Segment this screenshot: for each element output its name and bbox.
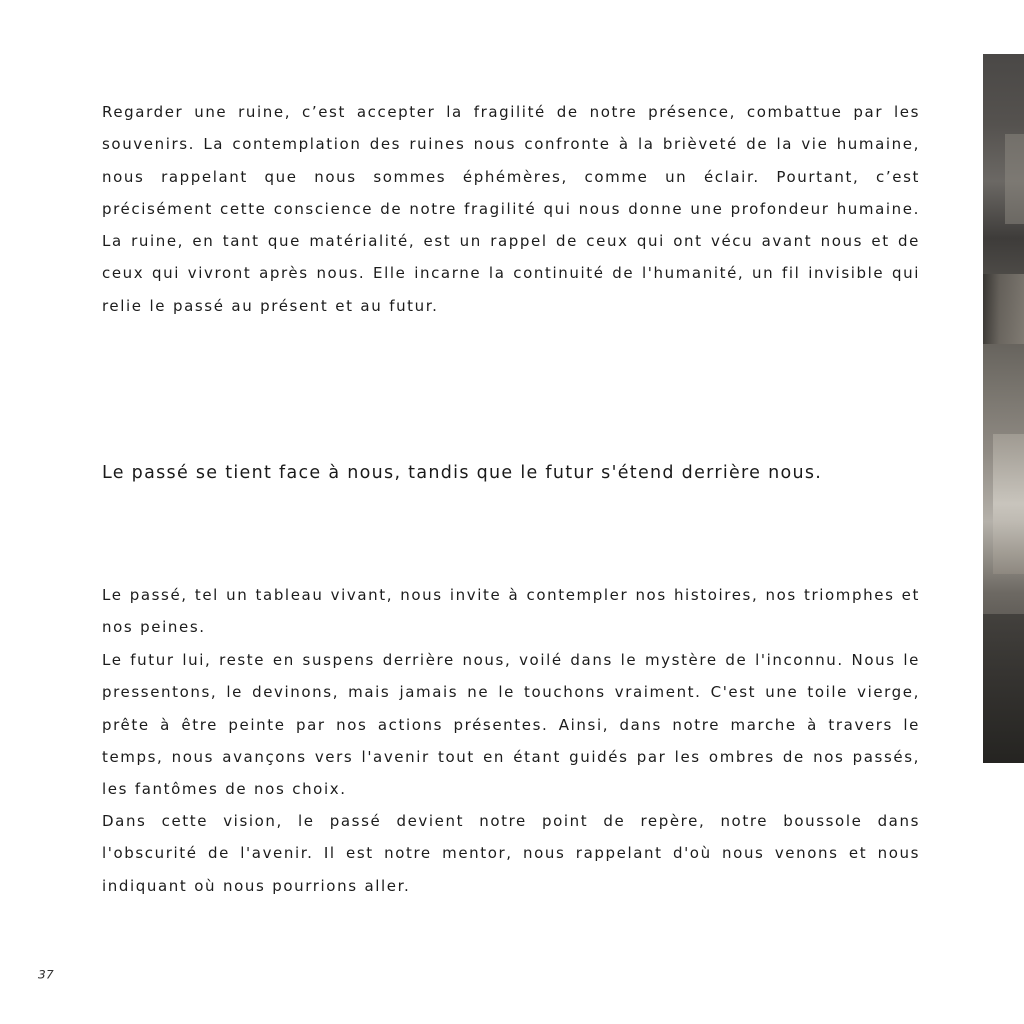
photo-detail — [1005, 134, 1024, 224]
pull-quote: Le passé se tient face à nous, tandis que le futur s'étend derrière nous. — [102, 463, 823, 483]
page-number: 37 — [38, 969, 54, 982]
ruin-photo-edge — [983, 54, 1024, 763]
body-paragraph-past: Le passé, tel un tableau vivant, nous invite à contempler nos histoires, nos triomphes et nos peines. — [102, 586, 920, 637]
body-paragraph-future: Le futur lui, reste en suspens derrière nous, voilé dans le mystère de l'inconnu. Nous le pressentons, le devinons, mais jamais ne le touchons vraiment. C'est une toile vierge, prête à être peinte par nos actions présentes. Ainsi, dans notre marche à travers le temps, nous avançons vers l'avenir tout en étant guidés par les ombres de nos passés, les fantômes de nos choix. — [102, 651, 920, 799]
photo-detail — [983, 274, 1024, 344]
body-paragraph-vision: Dans cette vision, le passé devient notre point de repère, notre boussole dans l'obscurité de l'avenir. Il est notre mentor, nous rappelant d'où nous venons et nous indiquant où nous pourrions aller. — [102, 812, 920, 895]
photo-detail — [983, 614, 1024, 763]
photo-detail — [993, 434, 1024, 574]
body-paragraph-ruins: Regarder une ruine, c’est accepter la fragilité de notre présence, combattue par les souvenirs. La contemplation des ruines nous confronte à la brièveté de la vie humaine, nous rappelant que nous sommes éphémères, comme un éclair. Pourtant, c’est précisément cette conscience de notre fragilité qui nous donne une profondeur humaine. La ruine, en tant que matérialité, est un rappel de ceux qui ont vécu avant nous et de ceux qui vivront après nous. Elle incarne la continuité de l'humanité, un fil invisible qui relie le passé au présent et au futur. — [102, 103, 920, 315]
